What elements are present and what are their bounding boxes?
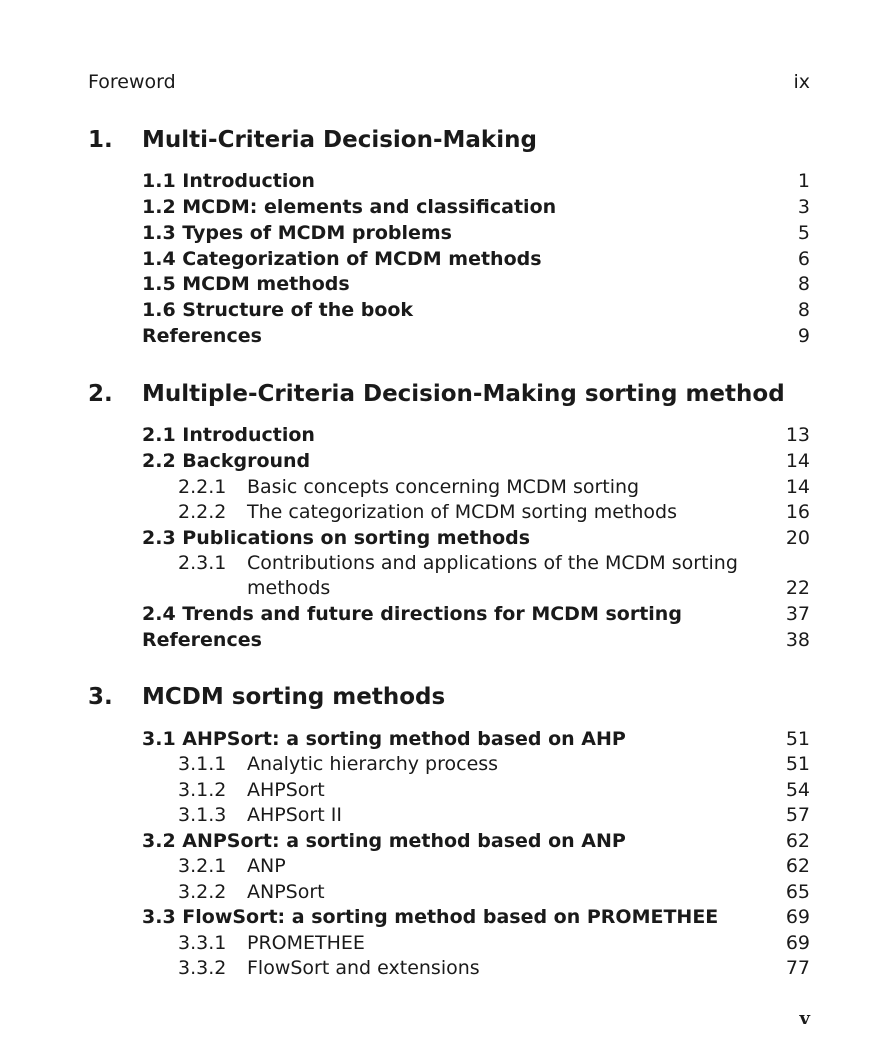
toc-subentry-3-1-1: Analytic hierarchy process [247,753,499,775]
toc-page-1-1: 1 [797,170,810,192]
toc-subentry-number-2-2-1: 2.2.1 [178,476,227,498]
toc-page-3-1-1: 51 [785,753,810,775]
toc-subentry-number-3-1-2: 3.1.2 [178,779,227,801]
toc-entry-2-3: 2.3 Publications on sorting methods [142,527,531,549]
toc-page-1-6: 8 [797,299,810,321]
toc-entry-2-references: References [142,629,262,651]
toc-entry-2-1: 2.1 Introduction [142,424,315,446]
toc-page-1-3: 5 [797,222,810,244]
chapter-1-number: 1. [88,127,113,153]
toc-subentry-3-1-3: AHPSort II [247,804,342,826]
toc-page-1-5: 8 [797,273,810,295]
toc-entry-1-5: 1.5 MCDM methods [142,273,350,295]
toc-page-3-2: 62 [785,830,810,852]
toc-entry-2-2: 2.2 Background [142,450,311,472]
toc-page-3-1: 51 [785,728,810,750]
toc-page-3-3: 69 [785,906,810,928]
toc-page-2-2-1: 14 [785,476,810,498]
toc-subentry-2-2-2: The categorization of MCDM sorting methods [247,501,677,523]
toc-subentry-number-2-2-2: 2.2.2 [178,501,227,523]
toc-entry-1-6: 1.6 Structure of the book [142,299,414,321]
toc-foreword-label: Foreword [88,71,176,93]
toc-page-2-1: 13 [785,424,810,446]
toc-subentry-3-3-1: PROMETHEE [247,932,365,954]
toc-subentry-2-2-1: Basic concepts concerning MCDM sorting [247,476,640,498]
toc-entry-3-2: 3.2 ANPSort: a sorting method based on ANP [142,830,626,852]
chapter-2-number: 2. [88,381,113,407]
toc-page-3-1-2: 54 [785,779,810,801]
toc-subentry-2-3-1: Contributions and applications of the MCDM sorting [247,552,738,574]
chapter-2-title: Multiple-Criteria Decision-Making sorting method [142,381,785,407]
toc-page-3-2-2: 65 [785,881,810,903]
toc-page-2-3: 20 [785,527,810,549]
page-number-folio: v [799,1008,810,1029]
toc-page-3-1-3: 57 [785,804,810,826]
toc-entry-1-1: 1.1 Introduction [142,170,315,192]
toc-entry-2-4: 2.4 Trends and future directions for MCDM sorting [142,603,682,625]
toc-subentry-3-2-1: ANP [247,855,286,877]
toc-page-2-4: 37 [785,603,810,625]
toc-entry-1-4: 1.4 Categorization of MCDM methods [142,248,542,270]
toc-page-2-2: 14 [785,450,810,472]
toc-page-1-references: 9 [797,325,810,347]
chapter-3-title: MCDM sorting methods [142,684,446,710]
toc-subentry-number-3-3-2: 3.3.2 [178,957,227,979]
toc-foreword-page: ix [793,71,810,93]
toc-page-3-2-1: 62 [785,855,810,877]
toc-subentry-number-3-2-1: 3.2.1 [178,855,227,877]
toc-entry-1-2: 1.2 MCDM: elements and classification [142,196,557,218]
toc-page-1-4: 6 [797,248,810,270]
toc-page-3-3-2: 77 [785,957,810,979]
toc-subentry-3-1-2: AHPSort [247,779,325,801]
toc-subentry-3-2-2: ANPSort [247,881,325,903]
toc-subentry-3-3-2: FlowSort and extensions [247,957,480,979]
toc-subentry-number-3-1-1: 3.1.1 [178,753,227,775]
toc-page-2-2-2: 16 [785,501,810,523]
toc-entry-1-references: References [142,325,262,347]
toc-subentry-number-3-1-3: 3.1.3 [178,804,227,826]
chapter-1-title: Multi-Criteria Decision-Making [142,127,537,153]
toc-subentry-number-2-3-1: 2.3.1 [178,552,227,574]
toc-subentry-number-3-3-1: 3.3.1 [178,932,227,954]
toc-page-1-2: 3 [797,196,810,218]
toc-entry-3-1: 3.1 AHPSort: a sorting method based on AHP [142,728,626,750]
toc-entry-1-3: 1.3 Types of MCDM problems [142,222,452,244]
toc-subentry-2-3-1-continued: methods [247,577,331,599]
toc-subentry-number-3-2-2: 3.2.2 [178,881,227,903]
toc-page-2-3-1: 22 [785,577,810,599]
toc-page-3-3-1: 69 [785,932,810,954]
toc-entry-3-3: 3.3 FlowSort: a sorting method based on PROMETHEE [142,906,719,928]
toc-page-2-references: 38 [785,629,810,651]
chapter-3-number: 3. [88,684,113,710]
